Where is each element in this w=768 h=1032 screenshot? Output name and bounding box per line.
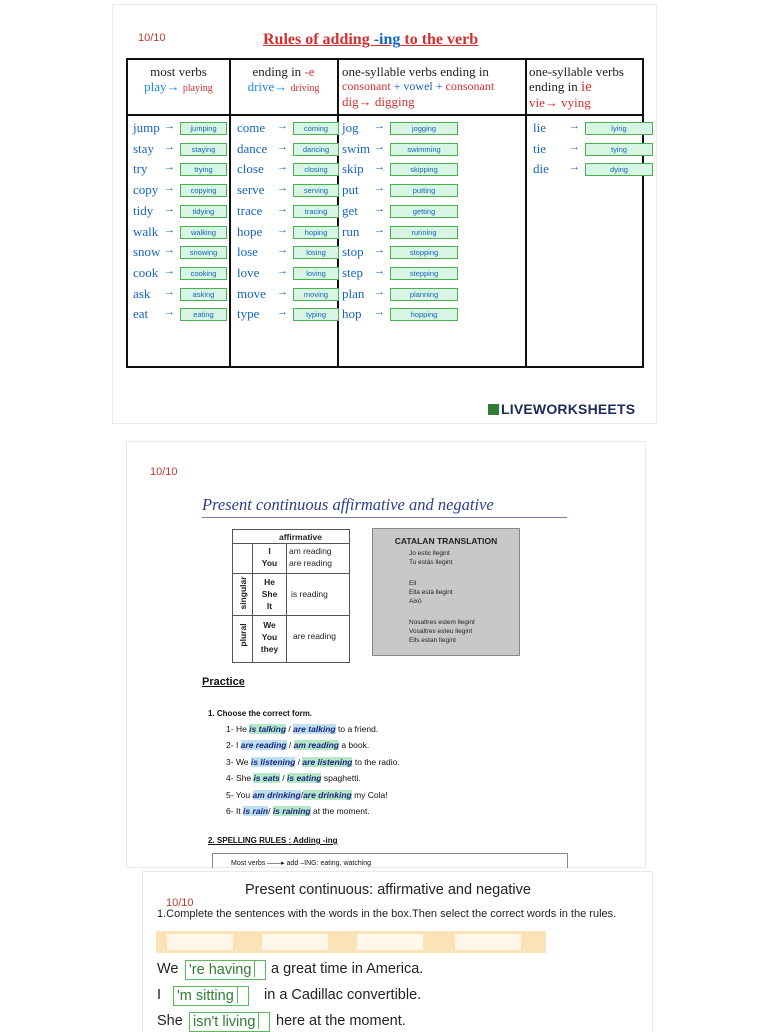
arrow: → [569, 120, 580, 132]
header-label: one-syllable verbs ending in [342, 64, 489, 79]
answer-box[interactable]: closing [293, 163, 339, 176]
title-underline [202, 517, 567, 518]
option-2[interactable]: are talking [293, 724, 336, 734]
question-1: 1. Choose the correct form. [208, 709, 313, 718]
verb-base: come [237, 120, 266, 135]
sentence-text: She [235, 773, 254, 784]
word-slot[interactable] [357, 934, 423, 950]
answer-box[interactable]: stopping [390, 246, 458, 259]
sentence-row [226, 724, 378, 734]
verb-base: love [237, 264, 260, 280]
arrow: → [277, 244, 288, 257]
sentence-text: I [235, 740, 241, 751]
example-base: play [144, 79, 167, 94]
answer-check [254, 961, 262, 977]
title-ing: -ing [373, 31, 401, 48]
side-label-plural: plural [238, 623, 248, 647]
row-line [233, 543, 349, 544]
header-highlight: ie [581, 79, 592, 95]
sentence-text: a book. [338, 740, 370, 751]
verb-base: get [342, 202, 358, 218]
catalan-heading: CATALAN TRANSLATION [394, 536, 498, 546]
answer-field[interactable] [173, 986, 249, 1006]
answer-box[interactable]: putting [390, 184, 458, 197]
option-1[interactable]: is listening [250, 756, 296, 767]
verb-base: eat [133, 306, 149, 322]
answer-box[interactable]: trying [180, 163, 227, 176]
answer-box[interactable]: dying [585, 163, 653, 176]
arrow: → [374, 161, 385, 174]
arrow: → [164, 120, 175, 132]
example-base: vie [529, 95, 545, 110]
answer-box[interactable]: loving [293, 267, 339, 280]
header-one-syllable-ie [527, 64, 642, 110]
answer-box[interactable]: typing [293, 308, 339, 321]
translation-line: Nosaltres estem llegint [409, 619, 475, 626]
option-2[interactable]: is raining [272, 806, 311, 816]
option-1[interactable]: is talking [249, 724, 287, 734]
verb-base: move [237, 285, 266, 301]
verb-form: are reading [293, 631, 337, 641]
answer-box[interactable]: jumping [180, 122, 227, 135]
arrow: → [569, 161, 580, 174]
arrow: → [374, 244, 385, 257]
verb-base: plan [342, 285, 365, 301]
pronoun: We You they [260, 620, 279, 654]
arrow: → [374, 120, 385, 132]
sentence-row [226, 740, 369, 750]
page-title: Present continuous: affirmative and negative [245, 882, 531, 898]
sentence-number: 4- [226, 773, 234, 784]
example-ing: vying [561, 95, 591, 110]
verb-base: serve [237, 182, 265, 198]
arrow: → [164, 264, 175, 277]
spelling-rules-box [212, 853, 568, 868]
header-ending-e [230, 64, 337, 96]
arrow: → [374, 140, 385, 153]
verb-base: trace [237, 202, 263, 218]
verb-base: die [533, 161, 549, 177]
header-highlight: consonant [342, 79, 391, 93]
verb-base: jump [133, 120, 160, 135]
verb-base: copy [133, 182, 159, 198]
verb-base: stay [133, 140, 154, 156]
option-separator: / [279, 773, 287, 784]
word-slot[interactable] [167, 934, 233, 950]
sentence-number: 1- [226, 724, 234, 734]
answer-box[interactable]: serving [293, 184, 339, 197]
header-most-verbs [128, 64, 229, 96]
pronoun: I [268, 546, 271, 556]
sentence-row [226, 806, 370, 816]
answer-box[interactable]: tidying [180, 205, 227, 218]
verb-base: tie [533, 140, 546, 156]
answer-text: 'm sitting [177, 988, 234, 1004]
sentence-end: in a Cadillac convertible. [264, 987, 422, 1003]
header-highlight: -e [304, 64, 315, 79]
catalan-translation-box [372, 528, 520, 656]
arrow: → [164, 306, 175, 319]
verb-form: are reading [289, 558, 333, 568]
verb-base: lie [533, 120, 546, 135]
verb-base: jog [342, 120, 359, 135]
answer-box[interactable]: hoping [293, 226, 339, 239]
answer-box[interactable]: swimming [390, 143, 458, 156]
answer-check [237, 987, 245, 1003]
option-2[interactable]: am reading [293, 740, 339, 751]
option-1[interactable]: is eats [253, 773, 280, 784]
answer-box[interactable]: cooking [180, 267, 227, 280]
verb-base: snow [133, 244, 161, 260]
answer-box[interactable]: stepping [390, 267, 458, 280]
answer-box[interactable]: skipping [390, 163, 458, 176]
arrow: → [277, 140, 288, 153]
sentence-row [226, 773, 361, 783]
arrow: → [164, 285, 175, 298]
verb-base: hope [237, 223, 263, 239]
verb-base: cook [133, 264, 159, 280]
arrow: → [544, 95, 558, 110]
arrow: → [277, 223, 288, 236]
affirmative-table [232, 529, 350, 663]
word-slot[interactable] [455, 934, 521, 950]
example-base: dig [342, 94, 359, 109]
arrow: → [274, 79, 288, 94]
answer-box[interactable]: running [390, 226, 458, 239]
answer-check [258, 1013, 266, 1029]
option-separator: / [286, 724, 294, 734]
header-label: ending in [252, 64, 305, 79]
sentence-end: a great time in America. [271, 961, 424, 977]
worksheet-title [263, 31, 478, 49]
verb-base: put [342, 182, 359, 198]
present-continuous-card [127, 442, 645, 867]
answer-text: isn't living [193, 1014, 256, 1030]
header-highlight: consonant [445, 79, 495, 93]
answer-box[interactable]: tying [585, 143, 653, 156]
option-separator: / [300, 789, 304, 800]
complete-sentences-card [143, 872, 652, 1032]
sentence-text: It [235, 806, 244, 816]
verb-base: lose [237, 244, 258, 260]
option-1[interactable]: am drinking [252, 789, 301, 800]
sentence-start: I [157, 987, 162, 1003]
translation-line: Ell [409, 580, 417, 587]
translation-line: Tu estàs llegint [409, 559, 453, 566]
verb-base: run [342, 223, 360, 239]
logo-text: LIVEWORKSHEETS [501, 401, 636, 417]
arrow: → [277, 264, 288, 277]
instruction-text: 1.Complete the sentences with the words in the box.Then select the correct words in the rules. [157, 908, 617, 920]
page-title: Present continuous affirmative and negative [202, 495, 494, 514]
answer-box[interactable]: getting [390, 205, 458, 218]
title-text: Rules of adding [263, 31, 374, 48]
verb-base: skip [342, 161, 364, 177]
sentence-text: You [235, 789, 253, 800]
answer-box[interactable]: staying [180, 143, 227, 156]
option-separator: / [268, 806, 273, 816]
arrow: → [374, 223, 385, 236]
verb-base: try [133, 161, 148, 177]
row-line [233, 573, 349, 574]
col-line [286, 543, 287, 662]
option-1[interactable]: are reading [240, 740, 287, 751]
sentence-text: spaghetti. [321, 773, 361, 784]
header-one-syllable-cvc [339, 64, 528, 109]
logo-icon [488, 404, 499, 415]
arrow: → [277, 285, 288, 298]
verb-base: hop [342, 306, 362, 322]
word-box [156, 931, 546, 953]
practice-heading: Practice [202, 676, 245, 688]
sentence-row [226, 757, 400, 767]
arrow: → [374, 202, 385, 215]
score-label: 10/10 [166, 897, 194, 909]
arrow: → [277, 202, 288, 215]
sentence-text: He [235, 724, 250, 734]
arrow: → [277, 161, 288, 174]
side-label-singular: singular [238, 576, 248, 610]
arrow: → [164, 140, 175, 153]
verb-base: ask [133, 285, 151, 301]
question-2: 2. SPELLING RULES : Adding -ing [208, 836, 338, 845]
arrow: → [277, 182, 288, 195]
arrow: → [166, 79, 180, 94]
sentence-text: at the moment. [310, 806, 370, 816]
verb-base: type [237, 306, 260, 322]
spelling-rule-text: Most verbs ——▸ add –ING: eating, watching [231, 860, 372, 867]
example-base: drive [247, 79, 275, 94]
sentence-start: She [157, 1013, 183, 1029]
answer-box[interactable]: copying [180, 184, 227, 197]
sentence-text: We [235, 756, 251, 767]
header-label: + vowel + [390, 79, 446, 93]
example-ing: playing [182, 83, 213, 94]
arrow: → [277, 306, 288, 319]
answer-box[interactable]: eating [180, 308, 227, 321]
translation-line: Ells estan llegint [409, 637, 456, 644]
sentence-number: 2- [226, 740, 234, 751]
arrow: → [374, 285, 385, 298]
sentence-number: 3- [226, 756, 234, 767]
arrow: → [358, 94, 372, 109]
sentence-text: to the radio. [352, 756, 400, 767]
sentence-row [226, 790, 388, 800]
answer-box[interactable]: asking [180, 288, 227, 301]
answer-box[interactable]: coming [293, 122, 339, 135]
option-separator: / [295, 756, 303, 767]
answer-box[interactable]: tracing [293, 205, 339, 218]
score-label: 10/10 [138, 32, 166, 44]
sentence-number: 6- [226, 806, 234, 816]
translation-line: Jo estic llegint [409, 550, 450, 557]
arrow: → [164, 223, 175, 236]
option-2[interactable]: are drinking [303, 789, 352, 800]
arrow: → [374, 264, 385, 277]
translation-line: Això [409, 598, 422, 605]
arrow: → [569, 140, 580, 153]
verb-base: dance [237, 140, 268, 156]
verb-base: close [237, 161, 264, 177]
verb-base: swim [342, 140, 371, 156]
answer-box[interactable]: dancing [293, 143, 339, 156]
rules-worksheet-card [113, 5, 656, 423]
sentence-number: 5- [226, 789, 234, 800]
arrow: → [164, 161, 175, 174]
answer-field[interactable] [189, 1012, 270, 1032]
arrow: → [164, 182, 175, 195]
sentence-text: my Cola! [351, 789, 388, 800]
option-1[interactable]: is rain [243, 806, 269, 816]
answer-box[interactable]: walking [180, 226, 227, 239]
verb-base: walk [133, 223, 159, 239]
verb-base: tidy [133, 202, 154, 218]
option-separator: / [286, 740, 294, 751]
option-2[interactable]: is eating [287, 773, 322, 784]
answer-box[interactable]: lying [585, 122, 653, 135]
header-label: one-syllable verbs [529, 64, 624, 79]
arrow: → [164, 244, 175, 257]
example-ing: driving [290, 83, 320, 94]
answer-box[interactable]: jogging [390, 122, 458, 135]
verb-form: is reading [291, 589, 328, 599]
answer-box[interactable]: planning [390, 288, 458, 301]
translation-line: Vosaltres esteu llegint [409, 628, 473, 635]
option-2[interactable]: are listening [302, 756, 353, 767]
verb-base: step [342, 264, 363, 280]
rules-table [126, 58, 644, 368]
arrow: → [277, 120, 288, 132]
translation-line: Ella està llegint [409, 589, 453, 596]
answer-box[interactable]: snowing [180, 246, 227, 259]
header-label: most verbs [150, 64, 207, 79]
liveworksheets-logo [488, 401, 635, 417]
answer-box[interactable]: hopping [390, 308, 458, 321]
answer-field[interactable] [185, 960, 266, 980]
arrow: → [164, 202, 175, 215]
answer-text: 're having [189, 962, 252, 978]
row-line [233, 615, 349, 616]
arrow: → [374, 182, 385, 195]
example-ing: digging [374, 94, 415, 109]
score-label: 10/10 [150, 466, 178, 478]
pronoun: He She It [261, 577, 278, 611]
title-text-end: to the verb [400, 31, 479, 48]
table-header: affirmative [279, 532, 322, 542]
word-slot[interactable] [262, 934, 328, 950]
verb-form: am reading [289, 546, 332, 556]
verb-base: stop [342, 244, 364, 260]
sentence-text: to a friend. [335, 724, 379, 734]
arrow: → [374, 306, 385, 319]
pronoun: You [261, 558, 278, 568]
answer-box[interactable]: moving [293, 288, 339, 301]
header-label: ending in [529, 79, 581, 94]
sentence-end: here at the moment. [276, 1013, 406, 1029]
answer-box[interactable]: losing [293, 246, 339, 259]
sentence-start: We [157, 961, 179, 977]
